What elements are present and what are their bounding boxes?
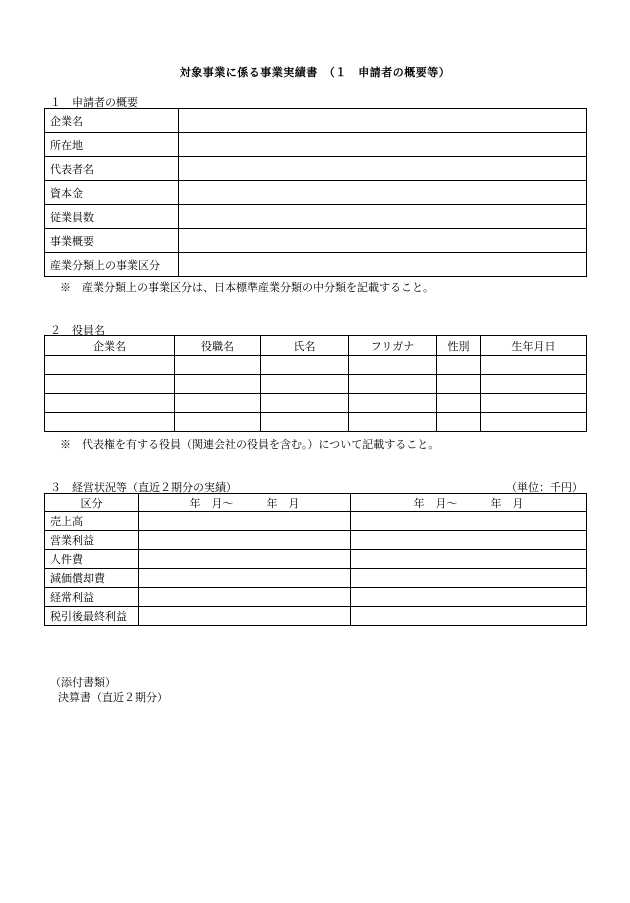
- page-title: 対象事業に係る事業実績書 （１ 申請者の概要等）: [179, 66, 451, 79]
- column-header-period-2: 年 月～ 年 月: [351, 494, 587, 512]
- table-cell[interactable]: [349, 413, 437, 432]
- table-cell[interactable]: [481, 375, 587, 394]
- row-label: 経常利益: [45, 588, 139, 607]
- table-cell[interactable]: [139, 569, 351, 588]
- table-cell[interactable]: [481, 356, 587, 375]
- row-label: 人件費: [45, 550, 139, 569]
- row-label: 税引後最終利益: [45, 607, 139, 626]
- unit-label: （単位：千円）: [506, 481, 583, 494]
- row-label: 事業概要: [45, 229, 179, 253]
- table-cell[interactable]: [351, 569, 587, 588]
- row-label: 売上高: [45, 512, 139, 531]
- table-cell[interactable]: [351, 607, 587, 626]
- value-cell-address[interactable]: [179, 133, 587, 157]
- attachments-heading: （添付書類）: [50, 676, 116, 689]
- column-header-category: 区分: [45, 494, 139, 512]
- table-cell[interactable]: [349, 394, 437, 413]
- applicant-overview-table: [44, 108, 587, 277]
- column-header: 性別: [437, 336, 481, 356]
- table-cell[interactable]: [175, 375, 261, 394]
- row-label: 資本金: [45, 181, 179, 205]
- table-cell[interactable]: [139, 531, 351, 550]
- table-cell[interactable]: [45, 394, 175, 413]
- table-cell[interactable]: [261, 413, 349, 432]
- table-cell[interactable]: [261, 394, 349, 413]
- table-row: [45, 356, 587, 375]
- value-cell-company[interactable]: [179, 109, 587, 133]
- table-cell[interactable]: [45, 356, 175, 375]
- section1-note: ※ 産業分類上の事業区分は、日本標準産業分類の中分類を記載すること。: [60, 281, 434, 294]
- row-label: 代表者名: [45, 157, 179, 181]
- table-cell[interactable]: [351, 512, 587, 531]
- table-cell[interactable]: [349, 356, 437, 375]
- table-cell[interactable]: [437, 375, 481, 394]
- table-cell[interactable]: [481, 394, 587, 413]
- attachments-item: 決算書（直近２期分）: [58, 691, 168, 704]
- table-cell[interactable]: [351, 550, 587, 569]
- table-cell[interactable]: [351, 588, 587, 607]
- table-cell[interactable]: [139, 588, 351, 607]
- value-cell-business-summary[interactable]: [179, 229, 587, 253]
- table-cell[interactable]: [175, 413, 261, 432]
- table-cell[interactable]: [351, 531, 587, 550]
- row-label: 産業分類上の事業区分: [45, 253, 179, 277]
- table-cell[interactable]: [139, 550, 351, 569]
- column-header: フリガナ: [349, 336, 437, 356]
- row-label: 所在地: [45, 133, 179, 157]
- section1-heading: １ 申請者の概要: [50, 96, 138, 109]
- table-cell[interactable]: [437, 394, 481, 413]
- section3-heading: ３ 経営状況等（直近２期分の実績）: [50, 481, 237, 494]
- financials-table: [44, 493, 587, 626]
- table-cell[interactable]: [261, 375, 349, 394]
- officers-table: [44, 335, 587, 432]
- row-label: 従業員数: [45, 205, 179, 229]
- column-header-period-1: 年 月～ 年 月: [139, 494, 351, 512]
- value-cell-capital[interactable]: [179, 181, 587, 205]
- section2-heading: ２ 役員名: [50, 324, 105, 337]
- column-header: 氏名: [261, 336, 349, 356]
- table-cell[interactable]: [481, 413, 587, 432]
- section2-note: ※ 代表権を有する役員（関連会社の役員を含む。）について記載すること。: [60, 438, 440, 451]
- table-cell[interactable]: [45, 413, 175, 432]
- table-cell[interactable]: [349, 375, 437, 394]
- table-cell[interactable]: [45, 375, 175, 394]
- table-row: [45, 413, 587, 432]
- row-label: 減価償却費: [45, 569, 139, 588]
- table-row: [45, 375, 587, 394]
- row-label: 企業名: [45, 109, 179, 133]
- row-label: 営業利益: [45, 531, 139, 550]
- column-header: 企業名: [45, 336, 175, 356]
- table-cell[interactable]: [175, 394, 261, 413]
- table-row: [45, 394, 587, 413]
- table-cell[interactable]: [437, 413, 481, 432]
- value-cell-industry[interactable]: [179, 253, 587, 277]
- table-cell[interactable]: [139, 607, 351, 626]
- table-cell[interactable]: [175, 356, 261, 375]
- value-cell-employees[interactable]: [179, 205, 587, 229]
- table-cell[interactable]: [139, 512, 351, 531]
- value-cell-representative[interactable]: [179, 157, 587, 181]
- column-header: 役職名: [175, 336, 261, 356]
- table-cell[interactable]: [261, 356, 349, 375]
- table-cell[interactable]: [437, 356, 481, 375]
- column-header: 生年月日: [481, 336, 587, 356]
